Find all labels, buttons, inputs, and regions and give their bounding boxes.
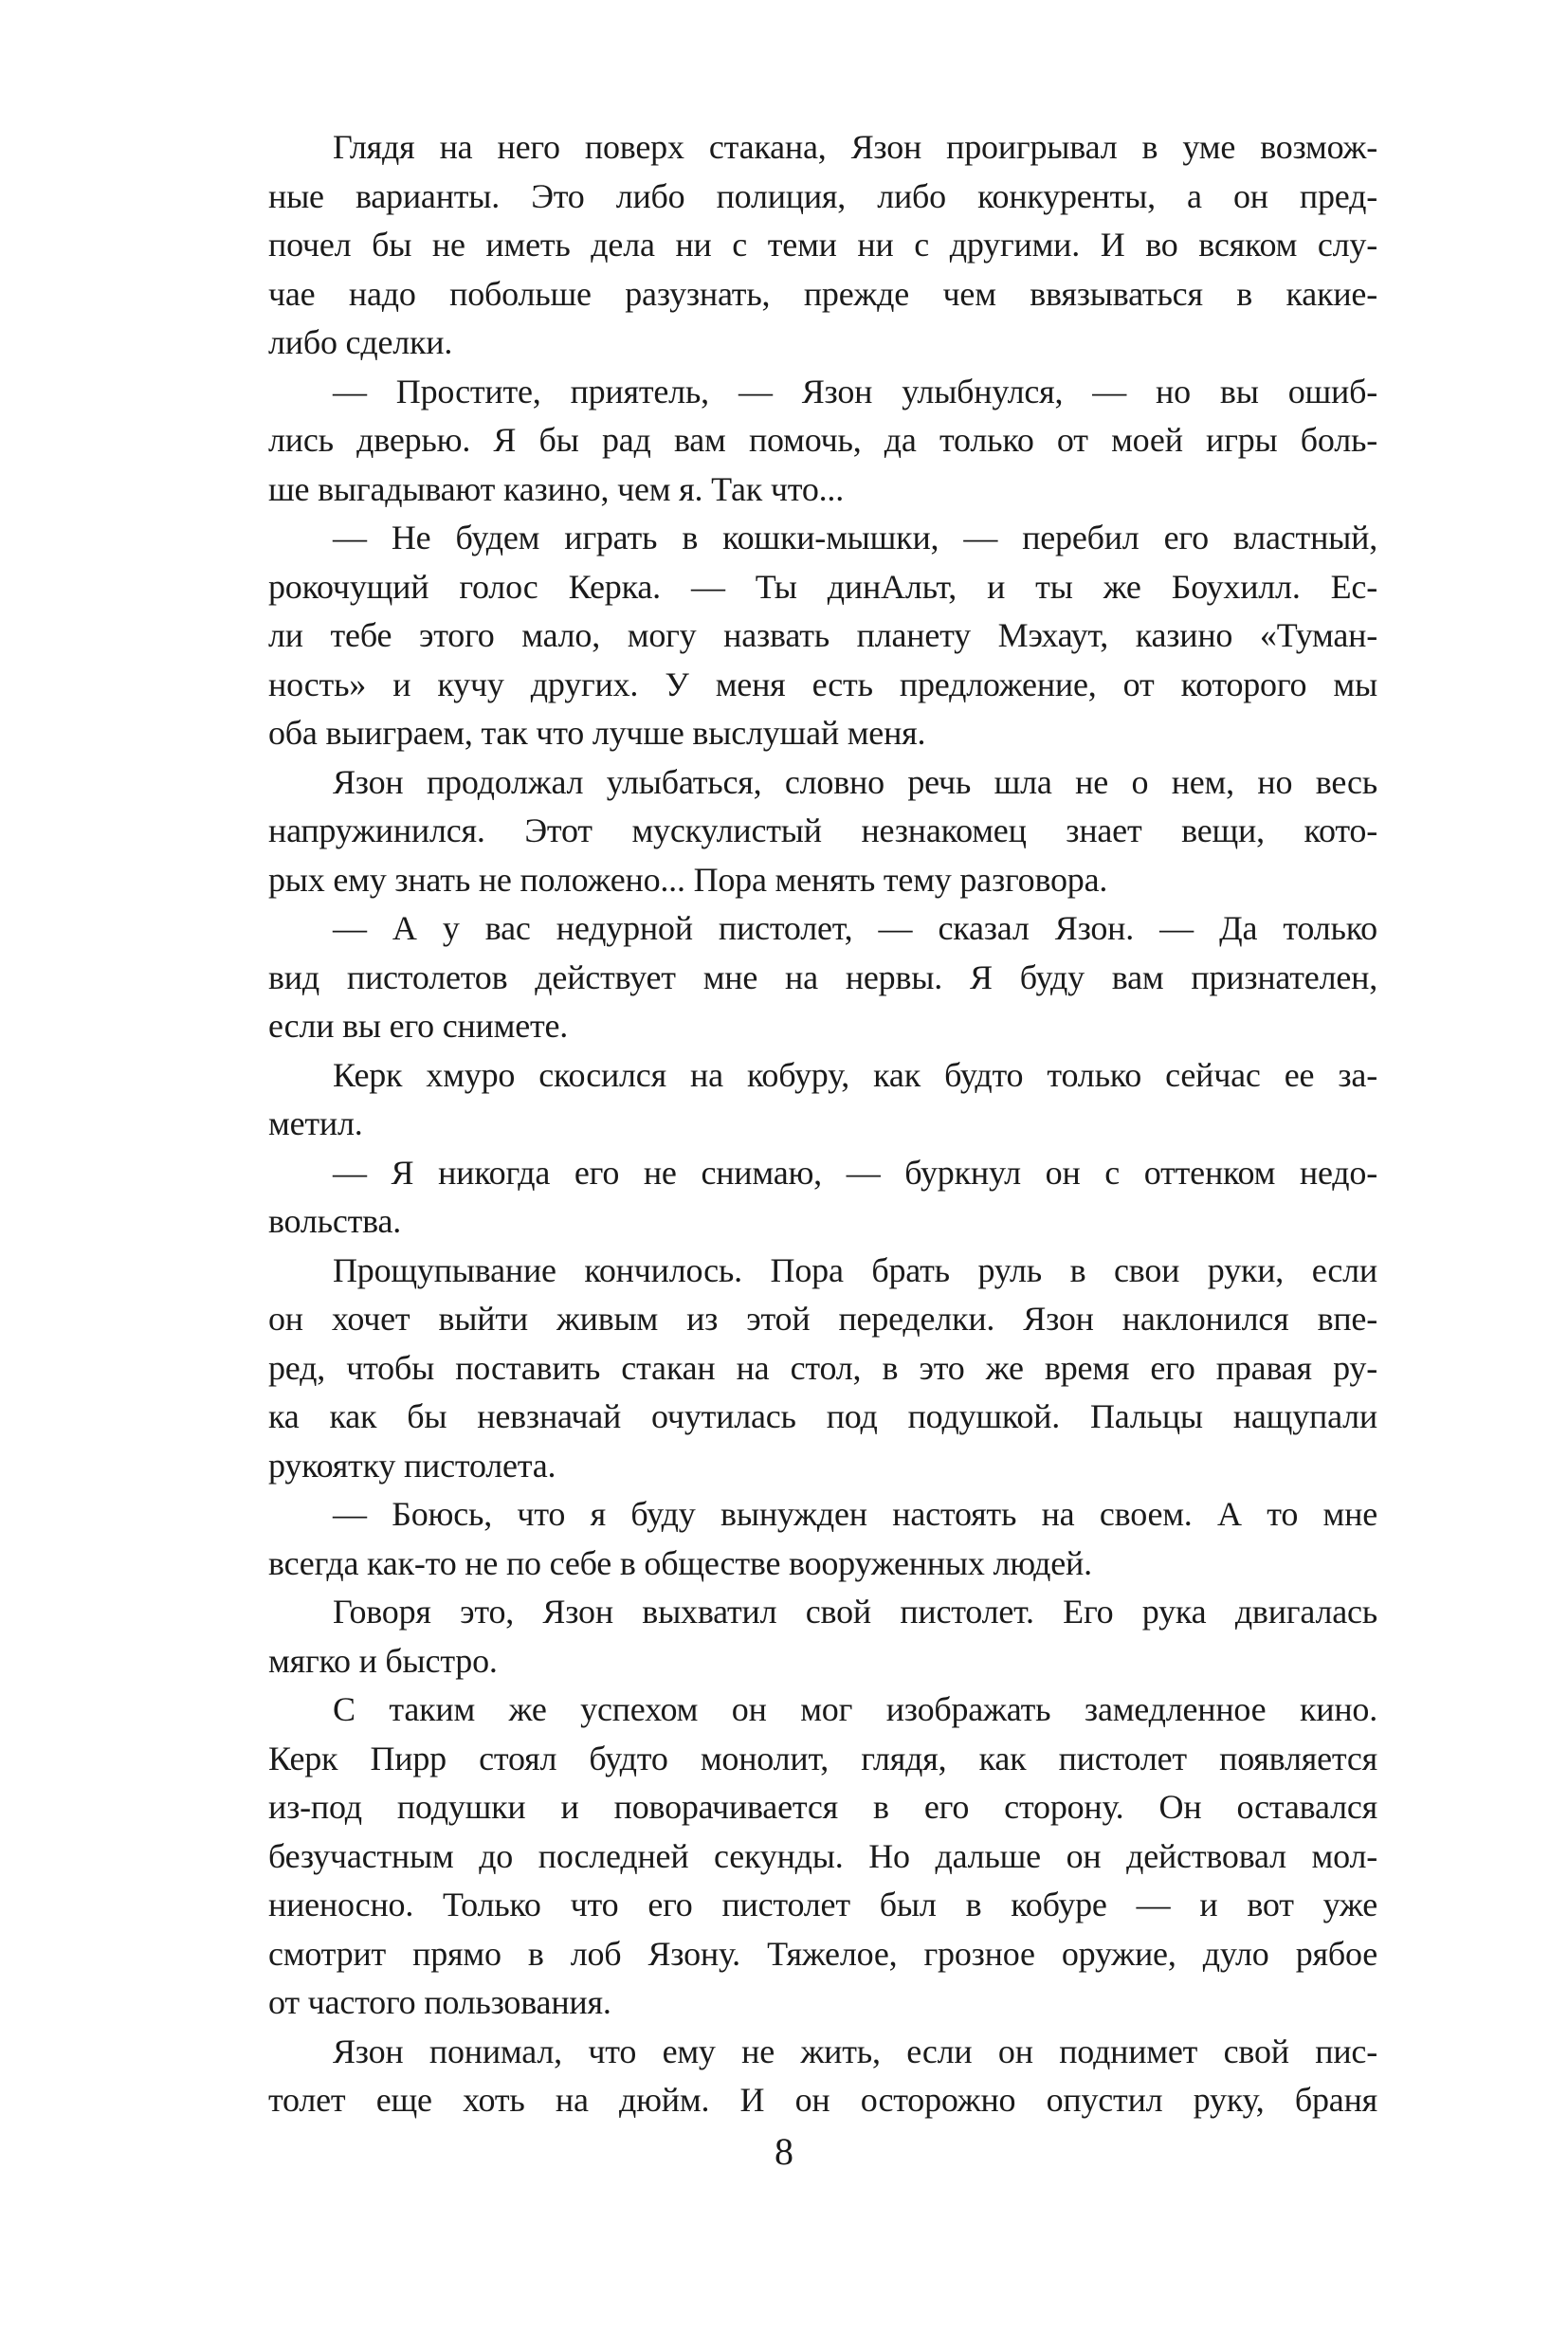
text-line: ли тебе этого мало, могу назвать планету Мэхаут, казино «Туман- bbox=[268, 616, 1377, 654]
text-line: мягко и быстро. bbox=[268, 1641, 498, 1680]
text-line: смотрит прямо в лоб Язону. Тяжелое, грозное оружие, дуло рябое bbox=[268, 1934, 1377, 1973]
text-line: — Не будем играть в кошки-мышки, — перебил его властный, bbox=[333, 519, 1377, 556]
body-text bbox=[268, 123, 1377, 2125]
text-line: рукоятку пистолета. bbox=[268, 1446, 556, 1485]
text-line: ность» и кучу других. У меня есть предложение, от которого мы bbox=[268, 665, 1377, 703]
text-line: метил. bbox=[268, 1104, 363, 1142]
text-line: оба выиграем, так что лучше выслушай меня. bbox=[268, 714, 926, 752]
text-line: — Простите, приятель, — Язон улыбнулся, — но вы ошиб- bbox=[333, 372, 1377, 410]
text-line: толет еще хоть на дюйм. И он осторожно опустил руку, браня bbox=[268, 2081, 1377, 2119]
text-line: если вы его снимете. bbox=[268, 1007, 569, 1045]
text-line: ниеносно. Только что его пистолет был в кобуре — и вот уже bbox=[268, 1886, 1377, 1923]
text-line: ред, чтобы поставить стакан на стол, в это же время его правая ру- bbox=[268, 1348, 1377, 1387]
text-line: всегда как-то не по себе в обществе вооруженных людей. bbox=[268, 1543, 1092, 1582]
text-line: Язон продолжал улыбаться, словно речь шла не о нем, но весь bbox=[333, 762, 1377, 801]
text-line: лись дверью. Я бы рад вам помочь, да только от моей игры боль- bbox=[268, 421, 1377, 459]
text-line: он хочет выйти живым из этой переделки. Язон наклонился впе- bbox=[268, 1300, 1377, 1338]
text-line: безучастным до последней секунды. Но дальше он действовал мол- bbox=[268, 1836, 1377, 1875]
text-line: напружинился. Этот мускулистый незнакомец знает вещи, кото- bbox=[268, 811, 1377, 849]
text-line: Язон понимал, что ему не жить, если он поднимет свой пис- bbox=[333, 2032, 1377, 2070]
text-line: вольства. bbox=[268, 1202, 402, 1240]
text-line: чае надо побольше разузнать, прежде чем ввязываться в какие- bbox=[268, 274, 1377, 313]
text-line: Глядя на него поверх стакана, Язон проигрывал в уме возмож- bbox=[333, 128, 1377, 166]
text-line: ные варианты. Это либо полиция, либо конкуренты, а он пред- bbox=[268, 176, 1377, 215]
text-line: либо сделки. bbox=[268, 323, 453, 361]
text-line: Говоря это, Язон выхватил свой пистолет. Его рука двигалась bbox=[333, 1593, 1377, 1631]
text-line: рых ему знать не положено... Пора менять тему разговора. bbox=[268, 860, 1108, 899]
text-line: — Я никогда его не снимаю, — буркнул он с оттенком недо- bbox=[333, 1153, 1377, 1192]
text-line: вид пистолетов действует мне на нервы. Я буду вам признателен, bbox=[268, 957, 1377, 996]
text-line: Керк Пирр стоял будто монолит, глядя, как пистолет появляется bbox=[268, 1739, 1377, 1777]
text-line: Прощупывание кончилось. Пора брать руль в свои руки, если bbox=[333, 1250, 1377, 1289]
text-line: рокочущий голос Керка. — Ты динАльт, и ты же Боухилл. Ес- bbox=[268, 567, 1377, 606]
text-line: С таким же успехом он мог изображать замедленное кино. bbox=[333, 1690, 1377, 1728]
text-line: Керк хмуро скосился на кобуру, как будто только сейчас ее за- bbox=[333, 1055, 1377, 1094]
text-line: — Боюсь, что я буду вынужден настоять на своем. А то мне bbox=[333, 1495, 1377, 1533]
text-line: — А у вас недурной пистолет, — сказал Язон. — Да только bbox=[333, 909, 1377, 947]
text-line: почел бы не иметь дела ни с теми ни с другими. И во всяком слу- bbox=[268, 226, 1377, 264]
text-line: ка как бы невзначай очутилась под подушкой. Пальцы нащупали bbox=[268, 1397, 1377, 1435]
text-line: от частого пользования. bbox=[268, 1983, 611, 2021]
text-line: из-под подушки и поворачивается в его сторону. Он оставался bbox=[268, 1788, 1377, 1826]
page-number: 8 bbox=[775, 2130, 793, 2173]
text-line: ше выгадывают казино, чем я. Так что... bbox=[268, 469, 845, 508]
